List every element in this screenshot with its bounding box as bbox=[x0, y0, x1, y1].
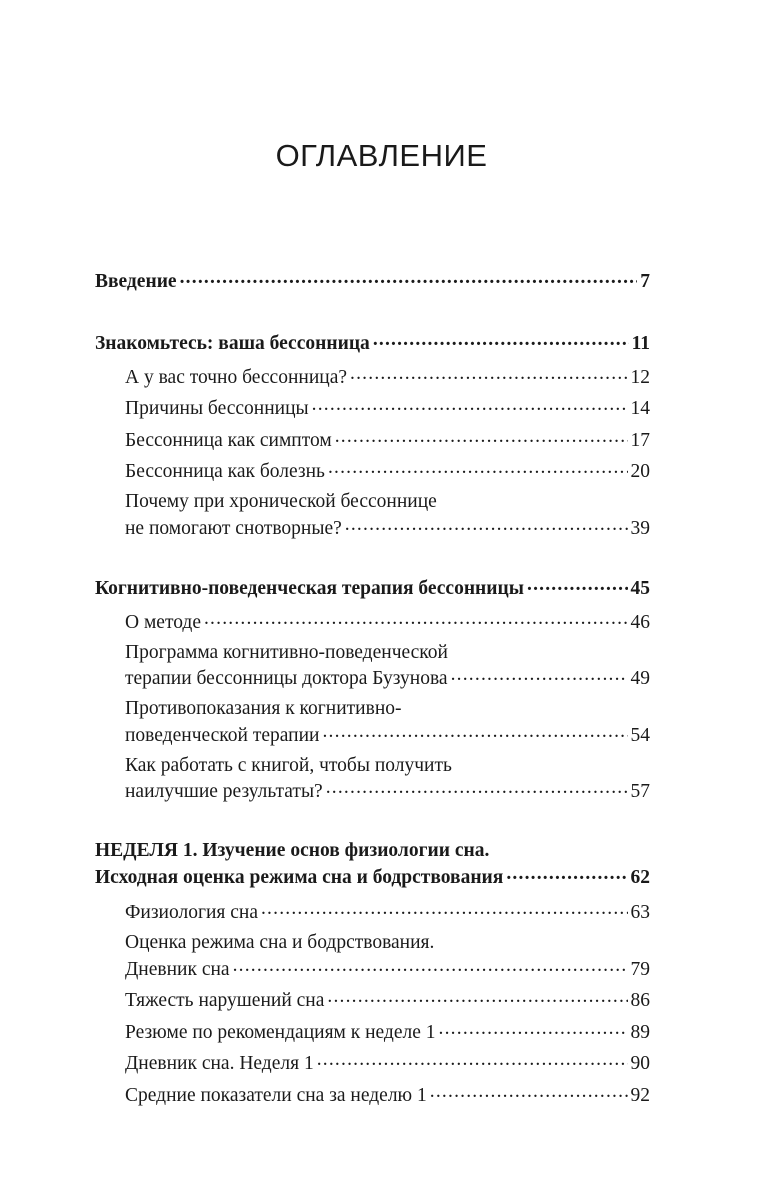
toc-entry-title: наилучшие результаты? bbox=[125, 781, 323, 802]
dot-leader bbox=[345, 514, 628, 534]
toc-entry-title: Дневник сна bbox=[125, 958, 230, 980]
toc-entry-title: Причины бессонницы bbox=[125, 398, 309, 419]
dot-leader bbox=[350, 363, 627, 383]
dot-leader bbox=[261, 899, 628, 919]
toc-page-number: 46 bbox=[630, 611, 650, 633]
toc-entry-title: Бессонница как симптом bbox=[125, 429, 332, 451]
toc-page-number: 89 bbox=[630, 1021, 650, 1043]
toc-entry-title: Знакомьтесь: ваша бессонница bbox=[95, 333, 370, 354]
dot-leader bbox=[312, 395, 628, 415]
toc-section[interactable] bbox=[95, 330, 650, 357]
toc-entry-title: Тяжесть нарушений сна bbox=[125, 990, 325, 1011]
dot-leader bbox=[204, 608, 628, 628]
toc-page-number: 54 bbox=[630, 724, 650, 746]
toc-section[interactable] bbox=[95, 838, 650, 890]
toc-subsection[interactable] bbox=[95, 489, 650, 541]
dot-leader bbox=[327, 987, 627, 1007]
toc-entry-title: О методе bbox=[125, 611, 201, 633]
toc-entry-title: Исходная оценка режима сна и бодрствования bbox=[95, 866, 504, 888]
toc-entry-title: Бессонница как болезнь bbox=[125, 461, 325, 482]
toc-entry-title: Когнитивно-поведенческая терапия бессонницы bbox=[95, 578, 524, 599]
toc-page-number: 7 bbox=[640, 270, 650, 292]
toc-entry-title: поведенческой терапии bbox=[125, 724, 320, 746]
dot-leader bbox=[326, 778, 628, 798]
toc-page-number: 63 bbox=[630, 902, 650, 923]
dot-leader bbox=[233, 955, 628, 975]
dot-leader bbox=[439, 1018, 628, 1038]
toc-entry-title: Как работать с книгой, чтобы получить bbox=[125, 754, 452, 776]
toc-page-number: 92 bbox=[630, 1084, 650, 1106]
toc-entry-title: терапии бессонницы доктора Бузунова bbox=[125, 668, 448, 689]
page-title: ОГЛАВЛЕНИЕ bbox=[275, 138, 488, 173]
toc-subsection[interactable] bbox=[95, 696, 650, 748]
toc-entry-title: Противопоказания к когнитивно- bbox=[125, 698, 402, 719]
toc-entry-title: Дневник сна. Неделя 1 bbox=[125, 1053, 314, 1074]
dot-leader bbox=[317, 1050, 628, 1070]
toc-page-number: 12 bbox=[630, 366, 650, 388]
toc-subsection[interactable] bbox=[95, 426, 650, 453]
toc-page-number: 62 bbox=[630, 866, 650, 888]
toc-subsection[interactable] bbox=[95, 608, 650, 635]
toc-entry-title: Программа когнитивно-поведенческой bbox=[125, 641, 448, 663]
dot-leader bbox=[430, 1081, 628, 1101]
dot-leader bbox=[451, 665, 628, 685]
toc-page-number: 57 bbox=[630, 781, 650, 802]
toc-entry-title: Физиология сна bbox=[125, 902, 258, 923]
toc-subsection[interactable] bbox=[95, 1081, 650, 1108]
toc-entry-title: Оценка режима сна и бодрствования. bbox=[125, 932, 435, 953]
toc-entry-title: Резюме по рекомендациям к неделе 1 bbox=[125, 1021, 436, 1043]
toc-subsection[interactable] bbox=[95, 1050, 650, 1077]
toc-subsection[interactable] bbox=[95, 458, 650, 485]
toc-entry-title: Почему при хронической бессоннице bbox=[125, 491, 437, 512]
toc-entry-title: Введение bbox=[95, 270, 177, 292]
toc-entry-title: А у вас точно бессонница? bbox=[125, 366, 348, 388]
toc-page-number: 90 bbox=[630, 1053, 650, 1074]
dot-leader bbox=[506, 863, 627, 883]
toc-section[interactable] bbox=[95, 267, 650, 294]
dot-leader bbox=[328, 458, 628, 478]
table-of-contents bbox=[95, 262, 650, 1108]
toc-page-number: 17 bbox=[630, 429, 650, 451]
toc-page-number: 45 bbox=[630, 578, 650, 599]
toc-subsection[interactable] bbox=[95, 930, 650, 982]
dot-leader bbox=[335, 426, 628, 446]
toc-subsection[interactable] bbox=[95, 753, 650, 805]
toc-page-number: 49 bbox=[630, 668, 650, 689]
toc-subsection[interactable] bbox=[95, 899, 650, 926]
toc-page-number: 14 bbox=[630, 398, 650, 419]
toc-entry-title: не помогают снотворные? bbox=[125, 517, 342, 539]
dot-leader bbox=[527, 575, 628, 595]
toc-subsection[interactable] bbox=[95, 1018, 650, 1045]
toc-subsection[interactable] bbox=[95, 640, 650, 692]
toc-page-number: 39 bbox=[630, 517, 650, 539]
dot-leader bbox=[373, 330, 629, 350]
toc-entry-title: Средние показатели сна за неделю 1 bbox=[125, 1084, 427, 1106]
toc-page-number: 11 bbox=[631, 333, 650, 354]
toc-entry-title: НЕДЕЛЯ 1. Изучение основ физиологии сна. bbox=[95, 840, 490, 861]
toc-subsection[interactable] bbox=[95, 363, 650, 390]
toc-page-number: 20 bbox=[630, 461, 650, 482]
toc-section[interactable] bbox=[95, 575, 650, 602]
toc-subsection[interactable] bbox=[95, 395, 650, 422]
toc-page-number: 86 bbox=[630, 990, 650, 1011]
toc-subsection[interactable] bbox=[95, 987, 650, 1014]
toc-page-number: 79 bbox=[630, 958, 650, 980]
dot-leader bbox=[180, 267, 638, 287]
dot-leader bbox=[322, 721, 627, 741]
